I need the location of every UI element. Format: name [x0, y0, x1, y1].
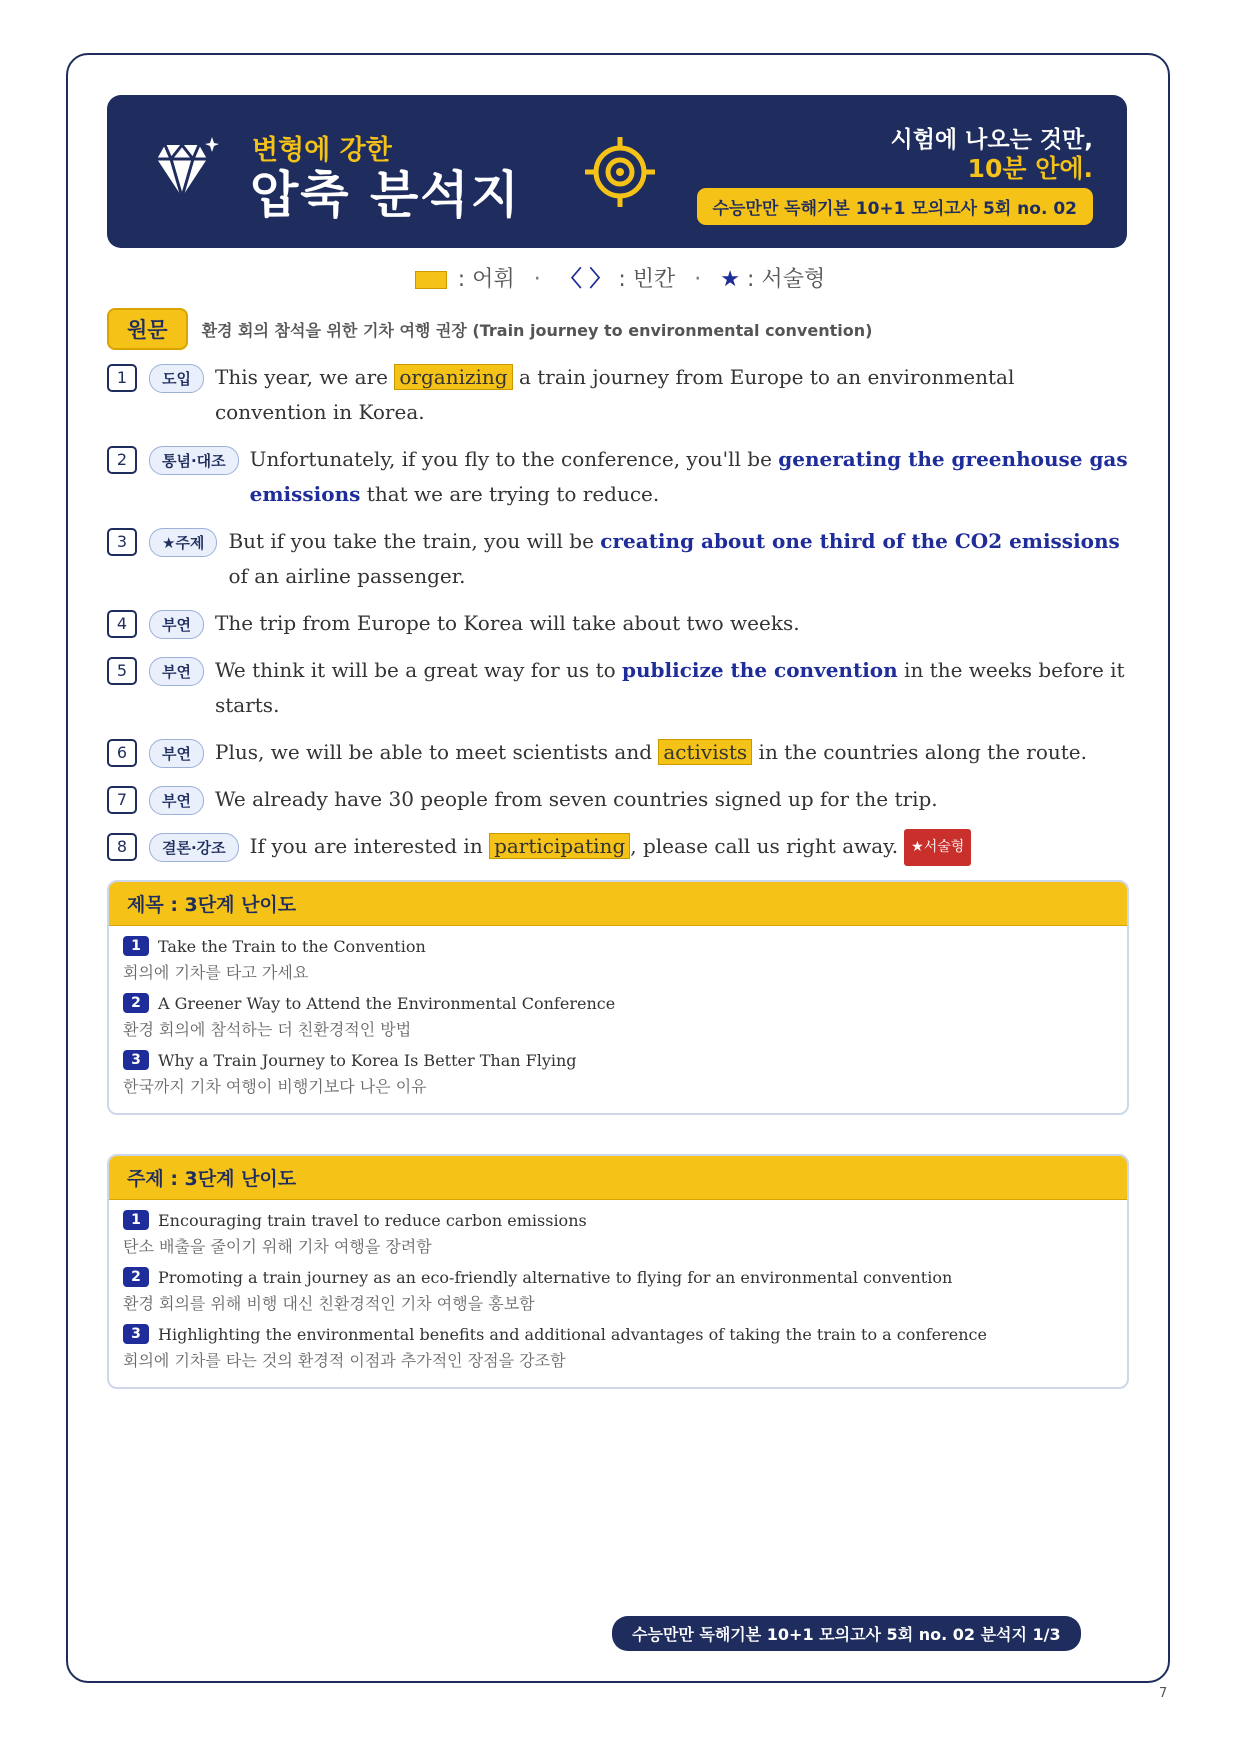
sentence-number: 4	[107, 610, 137, 638]
target-icon	[585, 137, 655, 207]
sentence-row	[107, 735, 1132, 770]
sentence-row	[107, 524, 1132, 594]
sentence-text: The trip from Europe to Korea will take about two weeks.	[214, 611, 800, 635]
sentence-role: 부연	[149, 739, 204, 768]
sentence-text: This year, we are organizing a train journey from Europe to an environmental convention in Korea.	[214, 365, 1015, 424]
sentence-row	[107, 829, 1132, 866]
legend-vocab: : 어휘	[457, 267, 515, 292]
blank-phrase: creating about one third of the CO2 emissions	[600, 529, 1120, 553]
sentence-text: We already have 30 people from seven countries signed up for the trip.	[214, 787, 938, 811]
sentence-row	[107, 782, 1132, 817]
topic-option	[123, 1324, 1113, 1371]
header-banner	[107, 95, 1127, 248]
sentence-row	[107, 442, 1132, 512]
topic-option	[123, 1267, 1113, 1314]
blank-phrase: generating the greenhouse gas emissions	[249, 447, 1128, 506]
sentence-role: 결론·강조	[149, 833, 239, 862]
sentence-number: 2	[107, 446, 137, 474]
sentence-text: But if you take the train, you will be creating about one third of the CO2 emissions of an airline passenger.	[228, 529, 1120, 588]
sentence-number: 5	[107, 657, 137, 685]
option-number: 3	[123, 1050, 149, 1070]
legend-descriptive: : 서술형	[747, 267, 826, 292]
original-label: 원문	[107, 308, 188, 350]
sentence-role: 부연	[149, 786, 204, 815]
legend-blank: : 빈칸	[618, 267, 676, 292]
original-title: 환경 회의 참석을 위한 기차 여행 권장 (Train journey to environmental convention)	[201, 320, 873, 340]
blank-bracket-icon: 〈 〉	[559, 267, 612, 292]
descriptive-tag: ★서술형	[904, 829, 971, 866]
vocab-highlight: participating	[489, 833, 630, 859]
title-option	[123, 1050, 1113, 1097]
header-subtitle: 변형에 강한	[252, 135, 392, 166]
star-icon: ★	[720, 267, 741, 292]
topic-box-heading: 주제 : 3단계 난이도	[109, 1156, 1127, 1200]
option-english: Take the Train to the Convention	[158, 936, 426, 956]
sentence-role: 도입	[149, 364, 204, 393]
sentence-role: ★주제	[149, 528, 217, 557]
topic-option	[123, 1210, 1113, 1257]
legend-separator: ·	[533, 267, 541, 292]
option-number: 1	[123, 1210, 149, 1230]
sentence-number: 6	[107, 739, 137, 767]
option-number: 1	[123, 936, 149, 956]
title-option	[123, 993, 1113, 1040]
option-korean: 환경 회의를 위해 비행 대신 친환경적인 기차 여행을 홍보함	[123, 1294, 535, 1313]
option-korean: 환경 회의에 참석하는 더 친환경적인 방법	[123, 1020, 412, 1039]
sentence-number: 8	[107, 833, 137, 861]
sentence-text: If you are interested in participating , please call us right away. ★서술형	[250, 829, 972, 866]
header-tagline: 시험에 나오는 것만,	[890, 127, 1093, 153]
sentence-role: 부연	[149, 610, 204, 639]
option-korean: 한국까지 기차 여행이 비행기보다 나은 이유	[123, 1077, 427, 1096]
topic-box	[107, 1154, 1129, 1389]
option-english: Highlighting the environmental benefits and additional advantages of taking the train to a conference	[158, 1324, 987, 1344]
vocab-highlight: organizing	[394, 364, 512, 390]
vocab-highlight: activists	[658, 739, 752, 765]
sentence-role: 통념·대조	[149, 446, 239, 475]
option-english: A Greener Way to Attend the Environmental Conference	[158, 993, 616, 1013]
blank-phrase: publicize the convention	[622, 658, 898, 682]
option-korean: 회의에 기차를 타고 가세요	[123, 963, 309, 982]
header-tagline-highlight: 10분 안에.	[967, 154, 1093, 183]
sentence-text: Unfortunately, if you fly to the conference, you'll be generating the greenhouse gas emissions that we are trying to reduce.	[249, 447, 1128, 506]
sentence-row	[107, 606, 1132, 641]
source-pill: 수능만만 독해기본 10+1 모의고사 5회 no. 02	[697, 188, 1093, 225]
option-english: Why a Train Journey to Korea Is Better Than Flying	[158, 1050, 577, 1070]
title-box-heading: 제목 : 3단계 난이도	[109, 882, 1127, 926]
sentence-text: Plus, we will be able to meet scientists and activists in the countries along the route.	[214, 740, 1087, 764]
vocab-swatch-icon	[415, 271, 447, 289]
sentence-number: 7	[107, 786, 137, 814]
sentence-number: 1	[107, 364, 137, 392]
sentence-row	[107, 360, 1132, 430]
option-number: 2	[123, 993, 149, 1013]
option-english: Encouraging train travel to reduce carbon emissions	[158, 1210, 587, 1230]
page-number: 7	[1159, 1686, 1168, 1701]
option-korean: 회의에 기차를 타는 것의 환경적 이점과 추가적인 장점을 강조함	[123, 1351, 566, 1370]
legend-separator: ·	[694, 267, 702, 292]
header-title: 압축 분석지	[250, 166, 521, 224]
sentence-role: 부연	[149, 657, 204, 686]
legend	[0, 262, 1240, 293]
sentence-row	[107, 653, 1132, 723]
footer-pill: 수능만만 독해기본 10+1 모의고사 5회 no. 02 분석지 1/3	[612, 1616, 1081, 1651]
option-english: Promoting a train journey as an eco-friendly alternative to flying for an environmental convention	[158, 1267, 953, 1287]
sentence-number: 3	[107, 528, 137, 556]
option-number: 2	[123, 1267, 149, 1287]
original-header	[107, 308, 872, 350]
option-number: 3	[123, 1324, 149, 1344]
option-korean: 탄소 배출을 줄이기 위해 기차 여행을 장려함	[123, 1237, 432, 1256]
sentence-text: We think it will be a great way for us to publicize the convention in the weeks before it starts.	[214, 658, 1125, 717]
title-option	[123, 936, 1113, 983]
sentence-list	[107, 360, 1132, 878]
diamond-icon	[157, 135, 219, 205]
title-box	[107, 880, 1129, 1115]
